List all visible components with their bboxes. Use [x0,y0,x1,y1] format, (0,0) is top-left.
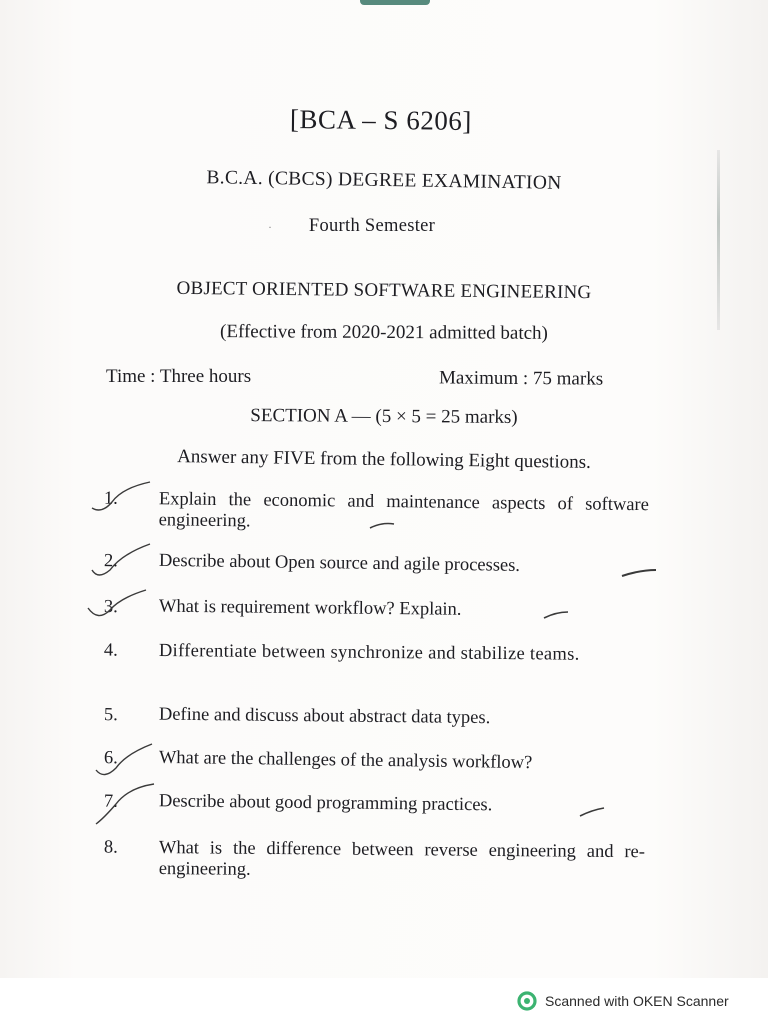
question-text: What is the difference between reverse engineering and re-engineering. [158,838,645,880]
question-number: 5. [103,705,118,726]
top-edge-smudge [360,0,430,5]
question-number: 8. [103,837,118,858]
question-item-4 [0,640,768,665]
time-allowed: Time : Three hours [106,366,252,387]
question-text: What is requirement workflow? Explain. [158,596,462,620]
question-number: 7. [103,791,118,812]
question-text: Describe about Open source and agile processes. [158,550,521,576]
question-item-8 [0,837,768,880]
effective-batch: (Effective from 2020-2021 admitted batch) [220,321,548,344]
question-text: What are the challenges of the analysis workflow? [158,747,533,774]
subject-title: OBJECT ORIENTED SOFTWARE ENGINEERING [176,277,592,304]
question-text: Differentiate between synchronize and stabilize teams. [158,641,580,665]
pencil-tick-icon [88,478,158,518]
question-item-7 [0,790,768,816]
pencil-tick-icon [92,780,162,830]
question-item-6 [0,747,768,774]
question-number: 2. [103,551,118,572]
paper-code: [BCA – S 6206] [289,104,473,136]
question-number: 1. [103,488,118,509]
question-text: Describe about good programming practices. [158,791,493,816]
scanner-label: Scanned with OKEN Scanner [545,993,729,1009]
exam-title: B.C.A. (CBCS) DEGREE EXAMINATION [206,167,562,194]
question-number: 4. [103,640,118,661]
pencil-tick-icon [92,740,162,782]
oken-scanner-logo-icon [517,991,537,1011]
section-title: SECTION A — (5 × 5 = 25 marks) [250,405,518,428]
question-item-5 [0,704,768,729]
question-item-3 [0,596,768,620]
scanner-watermark [517,990,729,1012]
semester-label: · Fourth Semester [268,216,436,236]
pencil-tick-icon [88,540,158,582]
question-text: Define and discuss about abstract data types. [158,704,491,729]
question-number: 3. [103,597,118,618]
question-item-2 [0,550,768,576]
pencil-tick-icon [84,586,154,626]
question-number: 6. [103,748,118,769]
question-item-1 [0,487,768,532]
question-text: Explain the economic and maintenance aspects of software engineering. [158,489,649,532]
maximum-marks: Maximum : 75 marks [438,367,604,390]
section-instruction: Answer any FIVE from the following Eight questions. [177,446,591,473]
stray-mark: · [268,220,273,234]
